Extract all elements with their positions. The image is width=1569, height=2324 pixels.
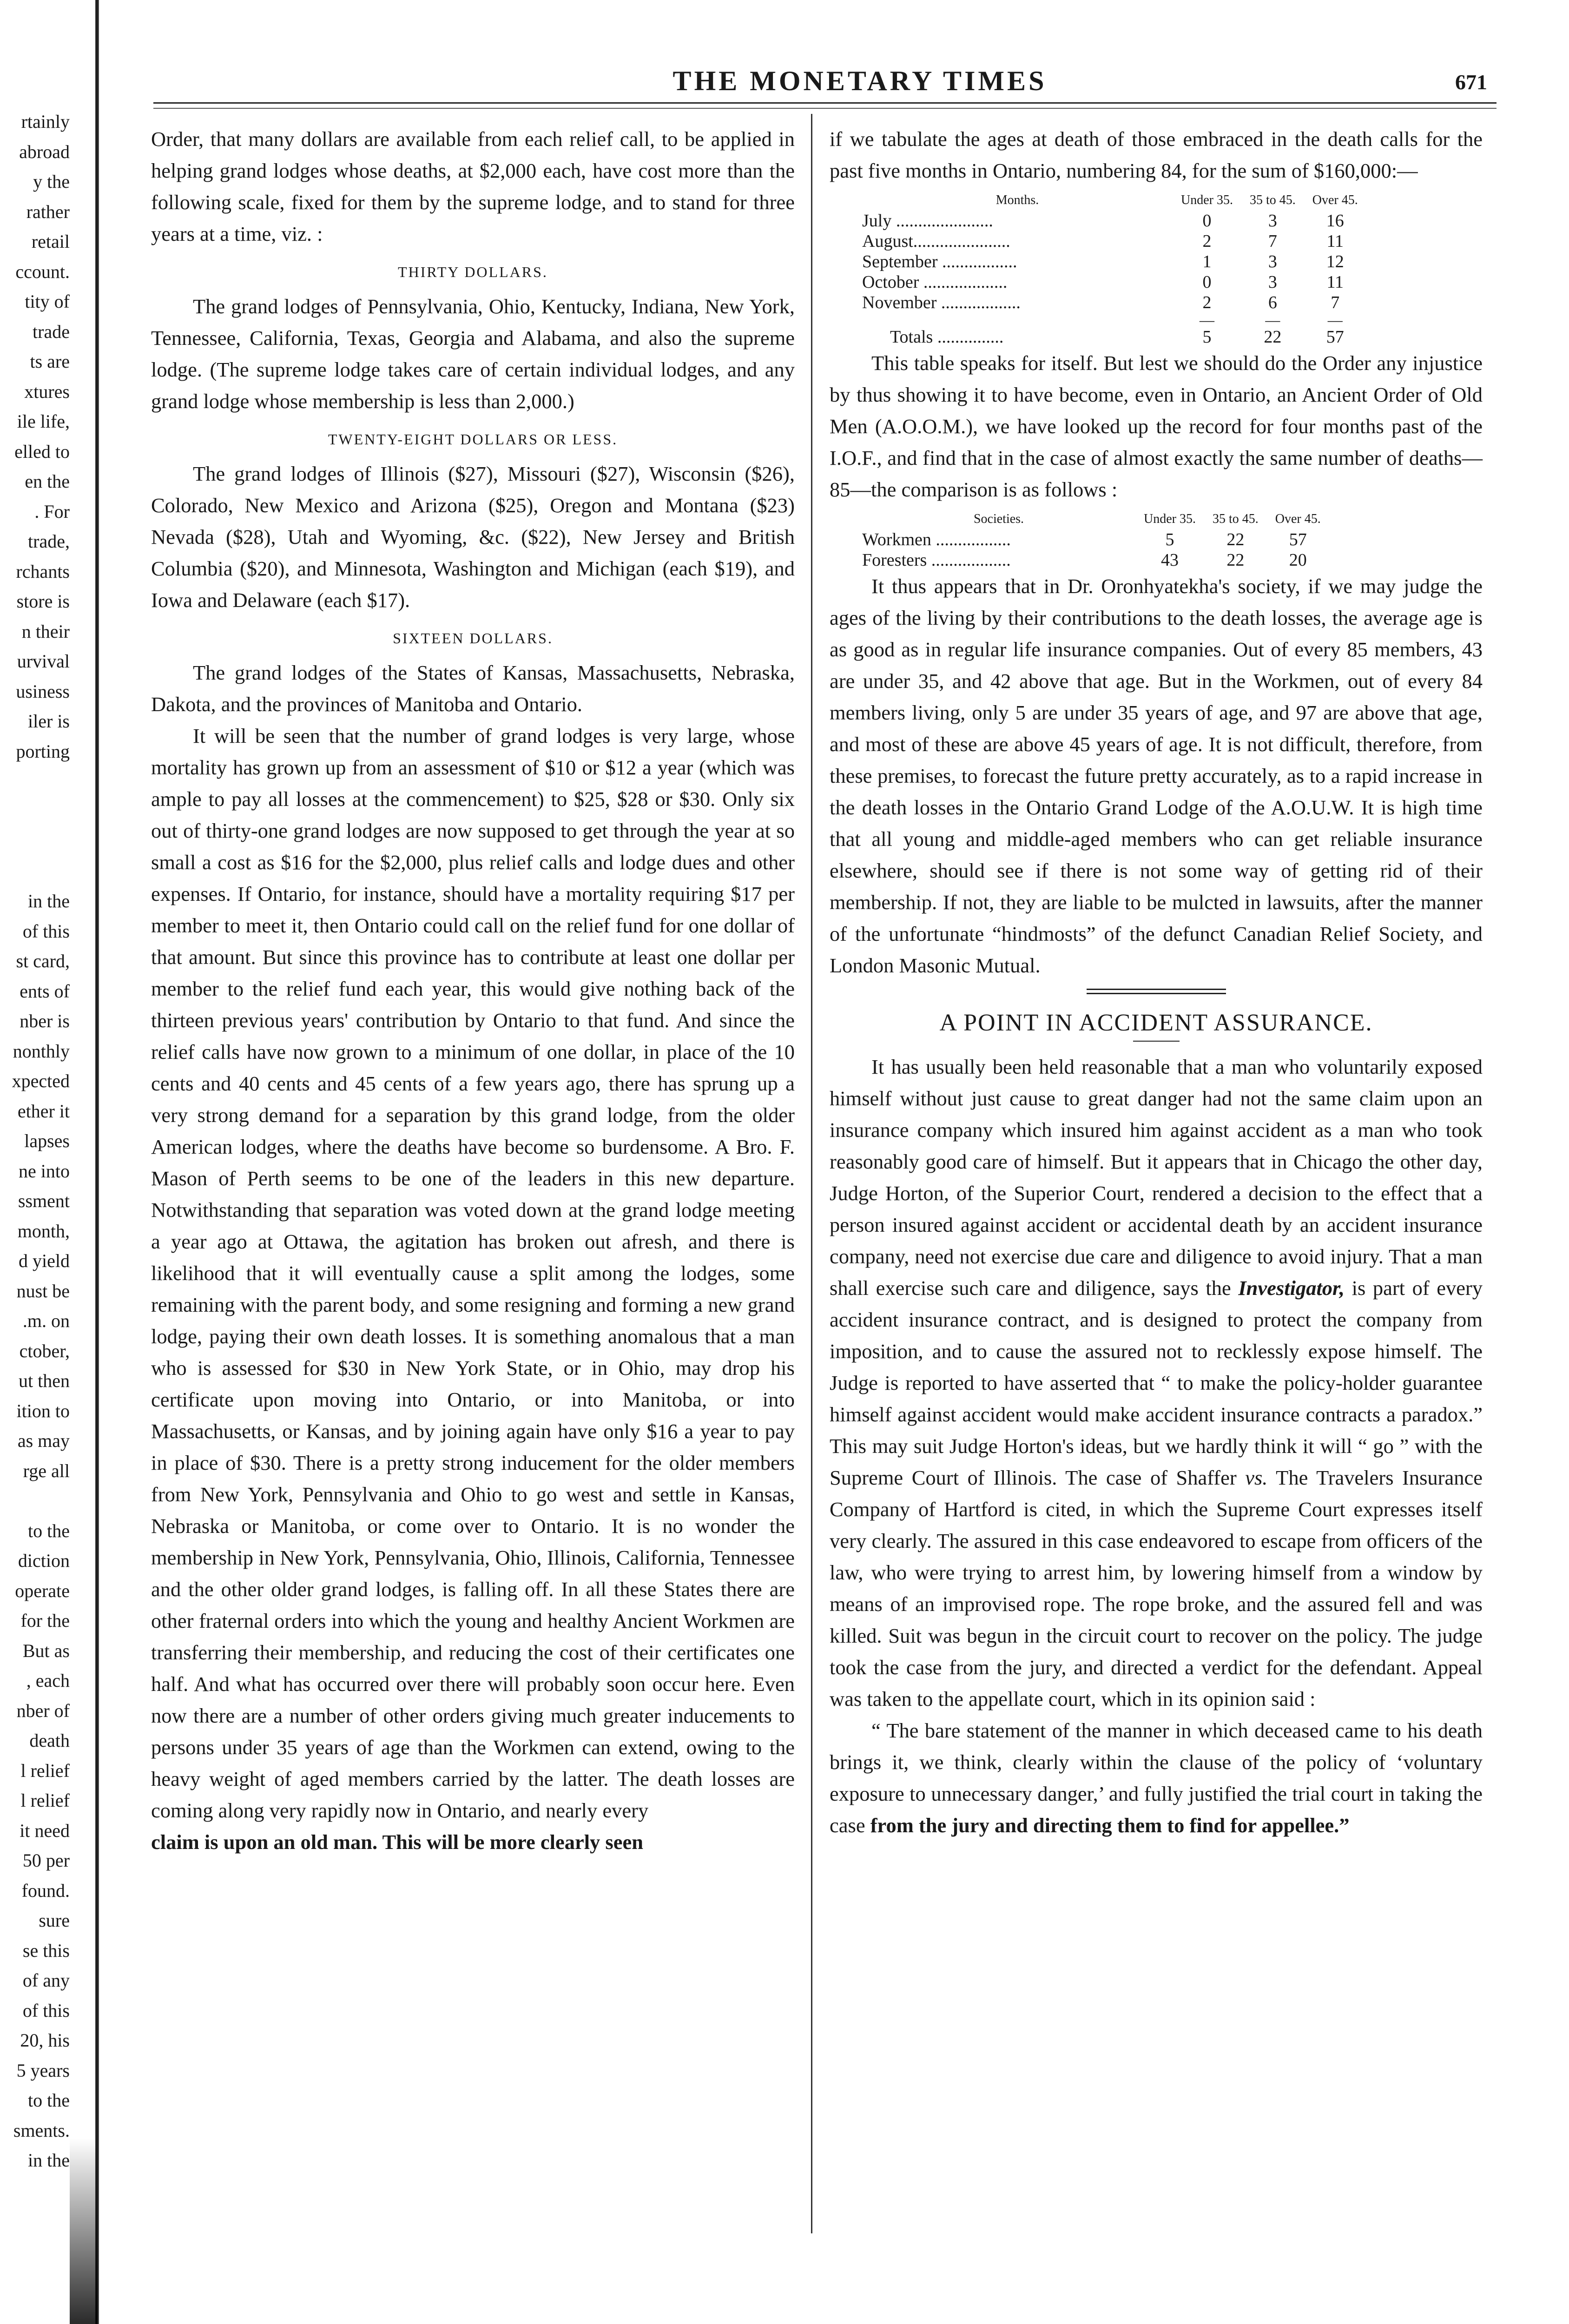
fragment-line: usiness	[16, 680, 70, 702]
column-divider	[811, 114, 812, 2233]
fragment-line: lapses	[24, 1130, 70, 1151]
table-cell: September .................	[862, 252, 1017, 271]
quotation	[830, 1715, 1483, 1841]
fragment-line: en the	[25, 471, 70, 492]
fragment-line: operate	[15, 1580, 70, 1601]
fragment-line: abroad	[19, 141, 70, 162]
ontario-deaths-table	[862, 190, 1366, 347]
fragment-line: of any	[22, 1970, 70, 1991]
table-cell: 57	[1289, 530, 1307, 549]
running-title: THE MONETARY TIMES	[672, 66, 1047, 96]
table-dash: —	[1199, 311, 1214, 328]
table-cell: November ..................	[862, 293, 1021, 312]
table-header-cell: 35 to 45.	[1212, 512, 1259, 526]
table-dash: —	[1327, 311, 1343, 328]
fragment-line: d yield	[19, 1250, 70, 1271]
fragment-line: But as	[22, 1640, 70, 1661]
fragment-line: n their	[21, 621, 70, 642]
paragraph: The grand lodges of the States of Kansas, Massachusetts, Nebraska, Dakota, and the provinces of Manitoba and Ontario.	[151, 661, 795, 716]
fragment-line: , each	[26, 1670, 70, 1691]
fragment-line: rather	[26, 201, 70, 222]
fragment-line	[0, 1486, 70, 1516]
header-rule-thin	[153, 108, 1496, 109]
fragment-line: ents of	[20, 980, 70, 1002]
facing-page-fragment	[0, 107, 70, 2176]
fragment-line: nber is	[20, 1010, 70, 1031]
section-subheading: SIXTEEN DOLLARS.	[393, 630, 553, 647]
table-cell: 5	[1165, 530, 1174, 549]
paragraph-last-line: claim is upon an old man. This will be more clearly seen	[151, 1830, 644, 1854]
paragraph	[830, 1051, 1483, 1715]
table-header-cell: Under 35.	[1181, 193, 1233, 207]
table-cell: 2	[1202, 293, 1212, 312]
table-header-cell: 35 to 45.	[1249, 193, 1296, 207]
table-cell: Foresters ..................	[862, 550, 1011, 570]
table-row	[862, 292, 1366, 313]
table-cell: Workmen .................	[862, 530, 1011, 549]
fragment-line: retail	[31, 231, 70, 252]
paragraph: This table speaks for itself. But lest we should do the Order any injustice by thus showing it to have become, even in Ontario, an Ancient Order of Old Men (A.O.O.M.), we have looked up the record for four months past of the I.O.F., and find that in the case of almost exactly the same number of deaths—85—the comparison is as follows :	[830, 351, 1483, 501]
table-cell: 11	[1326, 272, 1344, 292]
fragment-line: found.	[21, 1880, 70, 1901]
article-heading: A POINT IN ACCIDENT ASSURANCE.	[939, 1010, 1373, 1036]
fragment-line: in the	[28, 891, 70, 911]
table-cell: 12	[1326, 252, 1344, 271]
fragment-line: death	[29, 1730, 70, 1751]
fragment-line	[0, 857, 70, 887]
table-cell: 1	[1202, 252, 1212, 271]
table-cell: 7	[1331, 293, 1340, 312]
table-cell: 16	[1326, 211, 1344, 231]
fragment-line: it need	[20, 1820, 70, 1841]
fragment-line	[0, 797, 70, 827]
fragment-line: xtures	[24, 381, 70, 402]
fragment-line: ition to	[16, 1400, 70, 1421]
text-run: It has usually been held reasonable that a man who voluntarily exposed himself without just cause to great danger had not the same claim upon an insurance company which insured him against accident as a man who took reasonably good care of himself. But it appears that in Chicago the other day, Judge Horton, of the Superior Court, rendered a decision to the effect that a person insured against accident or accidental death by an accident insurance company, need not exercise due care and diligence to avoid injury. That a man shall exercise such care and diligence, says the	[830, 1055, 1483, 1300]
fragment-line: for the	[20, 1610, 70, 1631]
table-cell: July ......................	[862, 211, 993, 231]
fragment-line: l relief	[20, 1760, 70, 1781]
table-header-cell: Under 35.	[1144, 512, 1196, 526]
header-rule	[153, 102, 1496, 104]
fragment-line: ts are	[30, 351, 70, 372]
column-left	[151, 123, 795, 1858]
fragment-line: nonthly	[13, 1040, 70, 1062]
societies-comparison-table	[862, 509, 1329, 570]
table-header-cell: Societies.	[973, 512, 1024, 526]
table-cell-empty	[862, 313, 1173, 327]
paragraph: Order, that many dollars are available from each relief call, to be applied in helping grand lodges whose deaths, at $2,000 each, have cost more than the following scale, fixed for them by the supreme lodge, and to stand for three years at a time, viz. :	[151, 127, 795, 245]
fragment-line: xpected	[12, 1070, 70, 1091]
paragraph: The grand lodges of Pennsylvania, Ohio, Kentucky, Indiana, New York, Tennessee, California, Texas, Georgia and Alabama, and also the supreme lodge. (The supreme lodge takes care of certain individual lodges, and any grand lodge whose membership is less than 2,000.)	[151, 295, 795, 413]
table-totals-row	[862, 327, 1366, 347]
fragment-line: urvival	[17, 651, 70, 672]
fragment-line: se this	[22, 1940, 70, 1961]
fragment-line	[0, 766, 70, 797]
fragment-line: to the	[28, 1520, 70, 1541]
table-row	[862, 211, 1366, 231]
section-rule	[1087, 989, 1226, 990]
fragment-line: iler is	[28, 711, 70, 732]
table-header-cell: Over 45.	[1312, 193, 1358, 207]
fragment-line: to the	[28, 2090, 70, 2111]
table-cell: 22	[1226, 530, 1245, 549]
fragment-line: st card,	[16, 951, 70, 971]
fragment-line: . For	[34, 501, 70, 522]
table-cell: 20	[1289, 550, 1307, 570]
table-row	[862, 529, 1329, 550]
table-header-cell: Months.	[995, 193, 1039, 207]
table-cell: 43	[1160, 550, 1179, 570]
fragment-line: 50 per	[22, 1850, 70, 1871]
table-cell: 57	[1326, 327, 1344, 347]
table-cell: 3	[1268, 252, 1277, 271]
fragment-line: ctober,	[19, 1340, 70, 1361]
text-run: “ The bare statement of the manner in which deceased came to his death brings it, we think, clearly within the clause of the policy of ‘voluntary exposure to unnecessary danger,’ and fully justified the trial court in taking the case	[830, 1719, 1483, 1837]
fragment-line: porting	[16, 740, 70, 762]
fragment-line: ssment	[18, 1190, 70, 1211]
fragment-line: l relief	[20, 1790, 70, 1811]
text-run: The Travelers Insurance Company of Hartford is cited, in which the Supreme Court expresses itself very clearly. The assured in this case endeavored to escape from officers of the law, who were trying to arrest him, by lowering himself from a window by means of an improvised rope. The rope broke, and the assured fell and was killed. Suit was begun in the circuit court to recover on the policy. The judge took the case from the jury, and directed a verdict for the defendant. Appeal was taken to the appellate court, which in its opinion said :	[830, 1466, 1483, 1710]
table-cell: October ...................	[862, 272, 1008, 292]
table-header-row	[862, 190, 1366, 211]
paragraph: It will be seen that the number of grand lodges is very large, whose mortality has grown up from an assessment of $10 or $12 a year (which was ample to pay all losses at the commencement) to $25, $28 or $30. Only six out of thirty-one grand lodges are now supposed to get through the year at so small a cost as $16 for the $2,000, plus relief calls and lodge dues and other expenses. If Ontario, for instance, should have a mortality requiring $17 per member to meet it, then Ontario could call on the relief fund for one dollar of that amount. But since this province has to contribute at least one dollar per member to the relief fund each year, this would give nothing back of the thirteen previous years' contribution by Ontario to that fund. And since the relief calls have now grown to a minimum of one dollar, in place of the 10 cents and 40 cents and 45 cents of a few years ago, there has sprung up a very strong demand for a separation by this grand lodge, from the older American lodges, where the deaths have become so burdensome. A Bro. F. Mason of Perth seems to be one of the leaders in this new departure. Notwithstanding that separation was voted down at the grand lodge meeting a year ago at Ottawa, the agitation has broken out afresh, and there is likelihood that it will eventually cause a split among the lodges, some remaining with the parent body, and some resigning and forming a new grand lodge, paying their own death losses. It is something anomalous that a man who is assessed for $30 in New York State, or in Ohio, may drop his certificate upon moving into Ontario, or into Manitoba, or into Massachusetts, or Kansas, and by joining again have only $16 a year to pay in place of $30. There is a pretty strong inducement for the older members from New York, Pennsylvania and Ohio to go west and settle in Kansas, Nebraska or Manitoba, or come over to Ontario. It is no wonder the membership in New York, Pennsylvania, Ohio, Illinois, California, Tennessee and the other older grand lodges, is falling off. In all these States there are other fraternal orders into which the young and healthy Ancient Workmen are transferring their membership, and reducing the cost of their certificates one half. And what has occurred over there will probably soon occur here. Even now there are a number of other orders giving much greater inducements to persons under 35 years of age than the Workmen can extend, owing to the heavy weight of aged members carried by the latter. The death losses are coming along very rapidly now in Ontario, and nearly every	[151, 724, 795, 1822]
binding-gutter	[95, 0, 99, 2324]
fragment-line: rchants	[16, 561, 70, 582]
fragment-line: tity of	[25, 291, 70, 312]
fragment-line: ccount.	[15, 261, 70, 282]
publication-name: Investigator,	[1238, 1276, 1345, 1300]
table-row	[862, 550, 1329, 570]
section-subheading: TWENTY-EIGHT DOLLARS OR LESS.	[328, 431, 618, 448]
fragment-line: month,	[17, 1220, 70, 1241]
fragment-line: diction	[18, 1550, 70, 1571]
table-cell: 3	[1268, 211, 1277, 231]
text-run-bold: from the jury and directing them to find for appellee.”	[870, 1814, 1350, 1837]
table-cell: Totals ...............	[890, 327, 1004, 347]
fragment-line: ether it	[17, 1100, 70, 1122]
page-number: 671	[1455, 70, 1487, 94]
fragment-line: of this	[22, 2000, 70, 2021]
text-run: is part of every accident insurance contract, and is designed to protect the company from imposition, and to cause the assured not to recklessly expose himself. The Judge is reported to have asserted that “ to make the policy-holder guarantee himself against accident would make accident insurance contracts a paradox.” This may suit Judge Horton's ideas, but we hardly think it will “ go ” with the Supreme Court of Illinois. The case of Shaffer	[830, 1276, 1483, 1489]
paragraph: The grand lodges of Illinois ($27), Missouri ($27), Wisconsin ($26), Colorado, New Mexico and Arizona ($25), Oregon and Montana ($23) Nevada ($28), Utah and Wyoming, &c. ($22), New Jersey and British Columbia ($20), and Minnesota, Washington and Michigan (each $19), and Iowa and Delaware (each $17).	[151, 462, 795, 612]
fragment-line: ile life,	[17, 411, 70, 432]
fragment-line: 5 years	[16, 2060, 70, 2081]
fragment-line: trade	[33, 321, 70, 342]
fragment-line: rge all	[23, 1460, 70, 1481]
fragment-line: store is	[16, 591, 70, 612]
table-cell: 0	[1202, 272, 1212, 292]
table-row	[862, 231, 1366, 251]
table-row	[862, 272, 1366, 292]
table-row	[862, 251, 1366, 272]
table-cell: 2	[1202, 231, 1212, 251]
heading-underline	[1133, 1041, 1180, 1042]
table-cell: 22	[1264, 327, 1282, 347]
section-subheading: THIRTY DOLLARS.	[398, 264, 548, 280]
table-cell: 0	[1202, 211, 1212, 231]
table-cell: 6	[1268, 293, 1277, 312]
fragment-line: rtainly	[21, 111, 70, 132]
fragment-line: as may	[17, 1430, 70, 1451]
table-dash-row	[862, 313, 1366, 327]
paragraph: It thus appears that in Dr. Oronhyatekha's society, if we may judge the ages of the living by their contributions to the death losses, the average age is as good as in regular life insurance companies. Out of every 85 members, 43 are under 35, and 42 above that age. But in the Workmen, out of every 84 members living, only 5 are under 35 years of age, and 97 are above that age, and most of these are above 45 years of age. It is not difficult, therefore, from these premises, to forecast the future pretty accurately, as to a rapid increase in the death losses in the Ontario Grand Lodge of the A.O.U.W. It is high time that all young and middle-aged members who can get reliable insurance elsewhere, should see if there is not some way of getting rid of their membership. If not, they are liable to be mulcted in lawsuits, after the manner of the unfortunate “hindmosts” of the defunct Canadian Relief Society, and London Masonic Mutual.	[830, 574, 1483, 977]
table-cell: 11	[1326, 231, 1344, 251]
fragment-line: y the	[33, 171, 70, 192]
fragment-line: in the	[28, 2150, 70, 2171]
text-run-vs: vs.	[1245, 1466, 1268, 1489]
table-cell: 5	[1202, 327, 1212, 347]
fragment-line: sments.	[13, 2119, 70, 2141]
table-dash: —	[1265, 311, 1280, 328]
fragment-line: nber of	[16, 1700, 70, 1721]
section-rule	[1087, 993, 1226, 994]
table-cell: August......................	[862, 231, 1010, 251]
fragment-line	[0, 826, 70, 857]
fragment-line: nust be	[16, 1280, 70, 1301]
fragment-line: of this	[22, 920, 70, 942]
fragment-line: trade,	[28, 531, 70, 552]
fragment-line: .m. on	[22, 1310, 70, 1331]
table-cell: 7	[1268, 231, 1277, 251]
fragment-line: sure	[39, 1910, 70, 1931]
paragraph: if we tabulate the ages at death of those embraced in the death calls for the past five months in Ontario, numbering 84, for the sum of $160,000:—	[830, 127, 1483, 182]
fragment-line: 20, his	[20, 2030, 70, 2051]
table-cell: 3	[1268, 272, 1277, 292]
table-cell: 22	[1226, 550, 1245, 570]
table-header-cell: Over 45.	[1275, 512, 1321, 526]
table-header-row	[862, 509, 1329, 529]
fragment-line: elled to	[14, 441, 70, 462]
fragment-line: ne into	[19, 1160, 70, 1182]
gutter-shadow	[70, 2138, 98, 2324]
fragment-line: ut then	[19, 1370, 70, 1391]
column-right	[830, 123, 1483, 1841]
